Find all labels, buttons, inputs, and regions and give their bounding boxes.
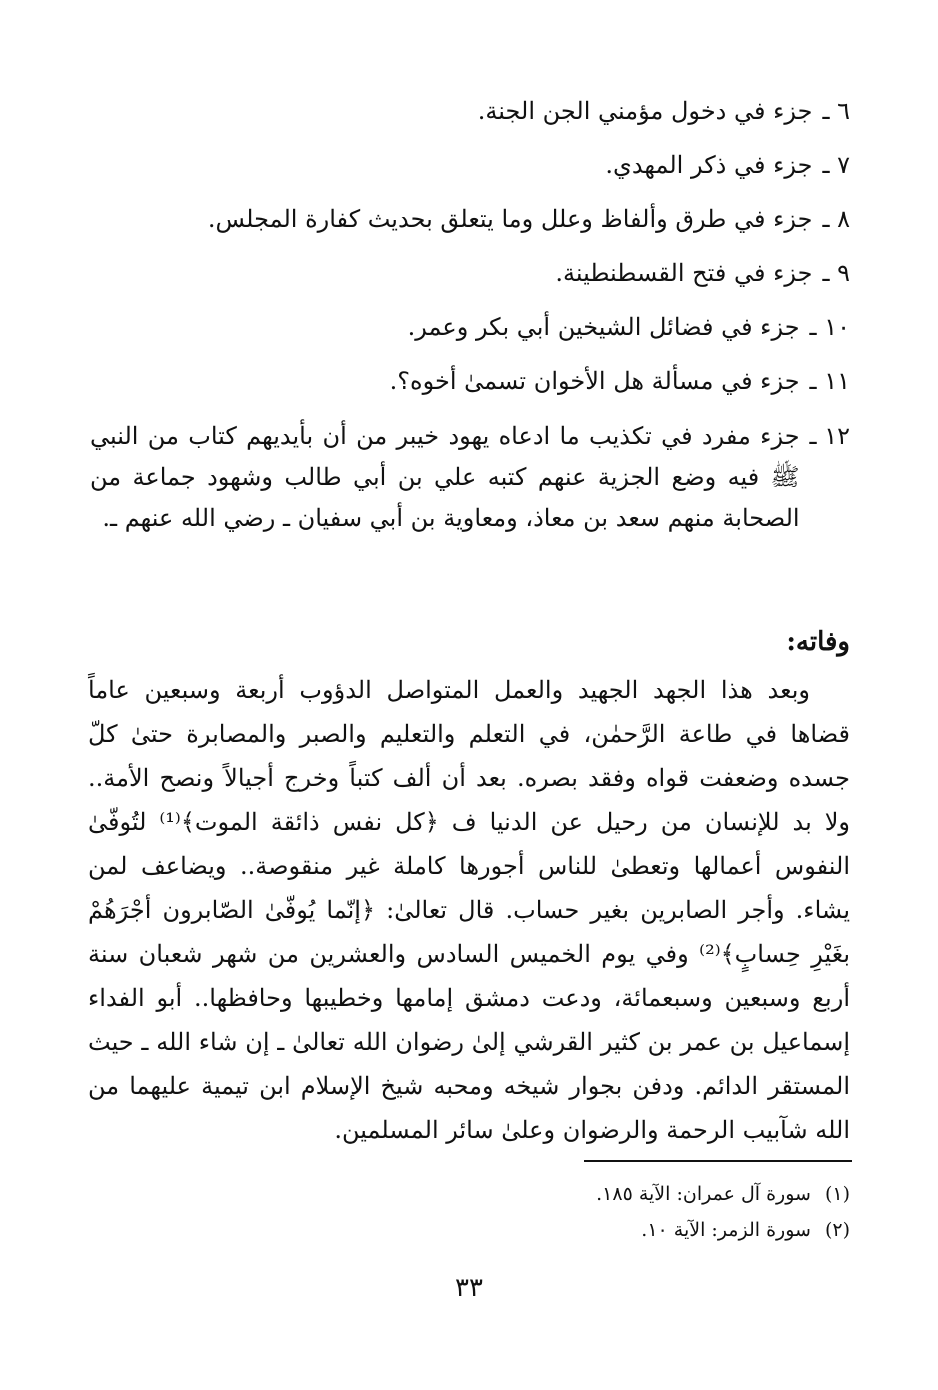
list-item [90,192,850,246]
works-list [90,84,850,539]
item-text: جزء مفرد في تكذيب ما ادعاه يهود خيبر من أن بأيديهم كتاب من النبي ﷺ فيه وضع الجزية عنهم كتبه علي بن أبي طالب وشهود جماعة من الصحابة منهم سعد بن معاذ، ومعاوية بن أبي سفيان ـ رضي الله عنهم ـ. [90,422,800,532]
footnote-number: (٢) [824,1219,850,1241]
item-number: ٨ ـ [822,205,850,233]
list-item [90,246,850,300]
list-item [90,138,850,192]
footnote-text: سورة آل عمران: الآية ١٨٥. [596,1183,811,1205]
page-number: ٣٣ [455,1273,483,1303]
item-number: ١٠ ـ [809,313,850,341]
footnote-number: (١) [824,1183,850,1205]
list-item [90,354,850,408]
item-text: جزء في دخول مؤمني الجن الجنة. [477,97,813,125]
footnote [350,1176,850,1212]
footnote-divider [584,1160,852,1162]
item-text: جزء في فتح القسطنطينة. [555,259,813,287]
item-text: جزء في طرق وألفاظ وعلل وما يتعلق بحديث كفارة المجلس. [207,205,813,233]
footnote-text: سورة الزمر: الآية ١٠. [641,1219,811,1241]
body-paragraph: وبعد هذا الجهد الجهيد والعمل المتواصل الدؤوب أربعة وسبعين عاماً قضاها في طاعة الرَّحمٰن، في التعلم والتعليم والصبر والمصابرة حتىٰ كلّ جسده وضعفت قواه وفقد بصره. بعد أن ألف كتباً وخرج أجيالاً ونصح الأمة.. ولا بد للإنسان من رحيل عن الدنيا ف ﴿كل نفس ذائقة الموت﴾⁽¹⁾ لتُوفّىٰ النفوس أعمالها وتعطىٰ للناس أجورها كاملة غير منقوصة.. ويضاعف لمن يشاء. وأجر الصابرين بغير حساب. قال تعالىٰ: ﴿إنّما يُوفّىٰ الصّابرون أجْرَهُمْ بغَيْرِ حِسابٍ﴾⁽²⁾ وفي يوم الخميس السادس والعشرين من شهر شعبان سنة أربع وسبعين وسبعمائة، ودعت دمشق إمامها وخطيبها وحافظها.. أبو الفداء إسماعيل بن عمر بن كثير القرشي إلىٰ رضوان الله تعالىٰ ـ إن شاء الله ـ حيث المستقر الدائم. ودفن بجوار شيخه ومحبه شيخ الإسلام ابن تيمية عليهما من الله شآبيب الرحمة والرضوان وعلىٰ سائر المسلمين. [88,676,851,1144]
item-text: جزء في مسألة هل الأخوان تسمىٰ أخوه؟. [389,367,800,395]
item-number: ٩ ـ [822,259,850,287]
footnote [350,1212,850,1248]
list-item [90,300,850,354]
list-item [90,84,850,138]
list-item [90,416,850,539]
item-number: ٧ ـ [822,151,850,179]
item-number: ١٢ ـ [809,422,850,450]
section-heading: وفاته: [786,627,850,657]
item-text: جزء في ذكر المهدي. [605,151,813,179]
item-number: ٦ ـ [822,97,850,125]
item-number: ١١ ـ [809,367,850,395]
item-text: جزء في فضائل الشيخين أبي بكر وعمر. [407,313,800,341]
footnotes [350,1176,850,1248]
